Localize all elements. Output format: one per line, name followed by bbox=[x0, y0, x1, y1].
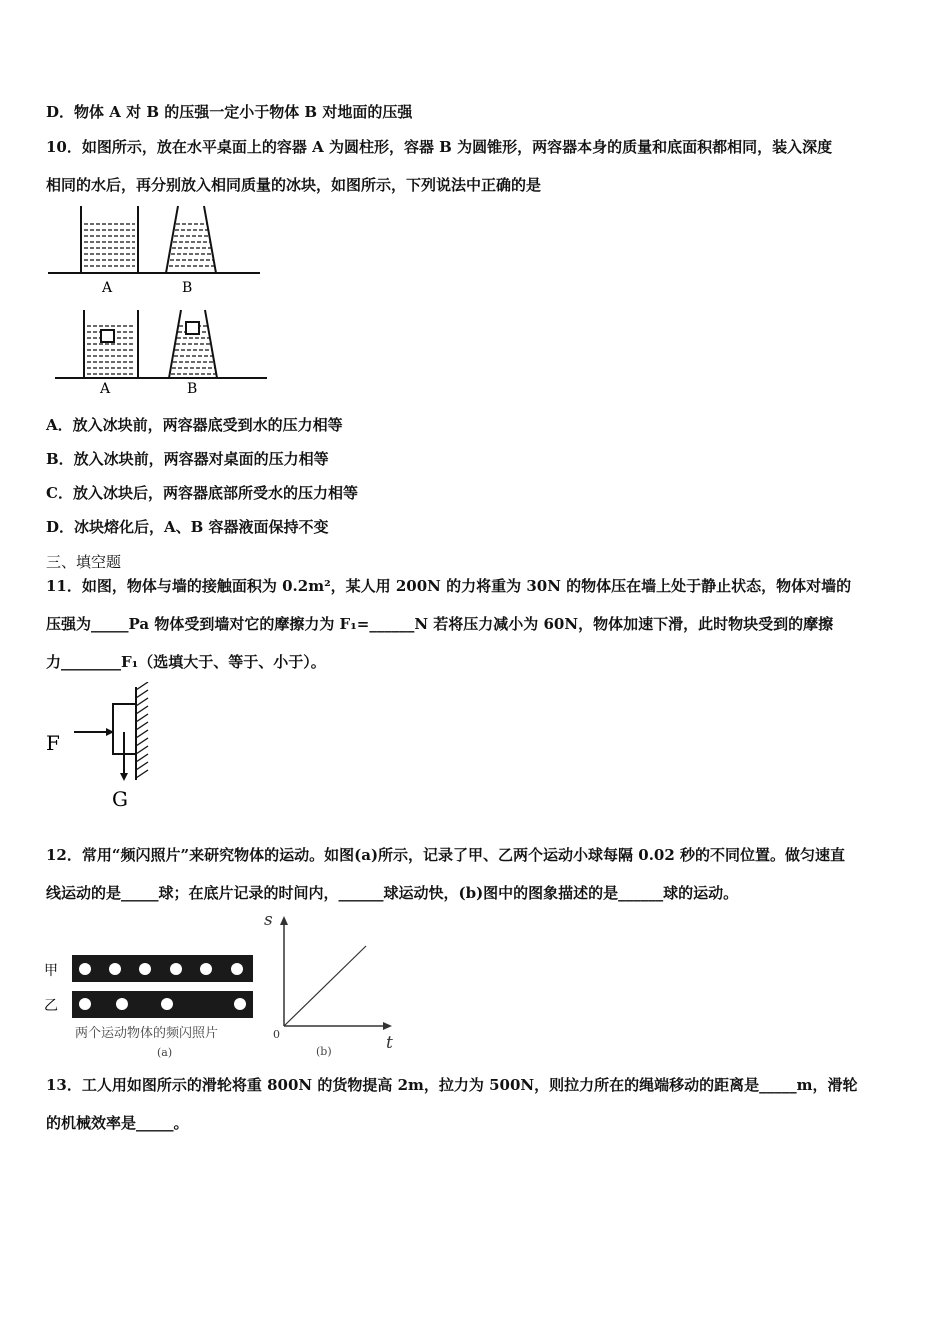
q12-stem-line2: 线运动的是_____球；在底片记录的时间内，______球运动快，(b)图中的图象描述的是______球的运动。 bbox=[46, 884, 739, 902]
q13-stem-line2: 的机械效率是_____。 bbox=[46, 1114, 189, 1132]
t-axis-arrow bbox=[383, 1022, 392, 1030]
q9-option-d: D．物体 A 对 B 的压强一定小于物体 B 对地面的压强 bbox=[46, 103, 413, 121]
axis-s-label: s bbox=[264, 910, 273, 930]
q10-option-a: A．放入冰块前，两容器底受到水的压力相等 bbox=[46, 416, 343, 434]
q12-stem-line1: 12．常用“频闪照片”来研究物体的运动。如图(a)所示，记录了甲、乙两个运动小球每隔 0.02 秒的不同位置。做匀速直 bbox=[46, 846, 846, 864]
q10-figure-after bbox=[55, 306, 270, 398]
axis-t-label: t bbox=[386, 1033, 393, 1053]
q10-option-c: C．放入冰块后，两容器底部所受水的压力相等 bbox=[46, 484, 358, 502]
graph-line bbox=[284, 946, 366, 1026]
section-title-fill-in: 三、填空题 bbox=[46, 553, 122, 571]
q11-stem-line1: 11．如图，物体与墙的接触面积为 0.2m²，某人用 200N 的力将重为 30N 的物体压在墙上处于静止状态，物体对墙的 bbox=[46, 577, 852, 595]
fig-label-b-bottom: B bbox=[187, 381, 198, 397]
fig-b-label: (b) bbox=[316, 1045, 332, 1058]
gravity-label: G bbox=[112, 787, 128, 811]
q10-option-b: B．放入冰块前，两容器对桌面的压力相等 bbox=[46, 450, 329, 468]
fig-label-a-top: A bbox=[102, 280, 113, 296]
fig-label-a-bottom: A bbox=[100, 381, 111, 397]
gravity-arrow-head bbox=[120, 773, 128, 781]
fig-a-label: (a) bbox=[157, 1046, 173, 1059]
q11-stem-line3: 力________F₁（选填大于、等于、小于）。 bbox=[46, 653, 326, 671]
axis-origin-label: 0 bbox=[273, 1028, 280, 1041]
label-jia: 甲 bbox=[44, 963, 58, 979]
ice-cube-a bbox=[101, 330, 114, 342]
figure-caption: 两个运动物体的频闪照片 bbox=[75, 1026, 219, 1041]
fig-label-b-top: B bbox=[182, 280, 193, 296]
q11-stem-line2: 压强为_____Pa 物体受到墙对它的摩擦力为 F₁=______N 若将压力减小为 60N，物体加速下滑，此时物块受到的摩擦 bbox=[46, 615, 834, 633]
q10-option-d: D．冰块熔化后，A、B 容器液面保持不变 bbox=[46, 518, 329, 536]
strip-jia bbox=[72, 955, 253, 982]
s-axis-arrow bbox=[280, 916, 288, 925]
q10-figure-before bbox=[48, 200, 263, 298]
q12-figure bbox=[40, 906, 410, 1064]
label-yi: 乙 bbox=[44, 998, 58, 1014]
ice-cube-b bbox=[186, 322, 199, 334]
q11-figure-wall bbox=[40, 682, 170, 812]
q13-stem-line1: 13．工人用如图所示的滑轮将重 800N 的货物提高 2m，拉力为 500N，则拉力所在的绳端移动的距离是_____m，滑轮 bbox=[46, 1076, 858, 1094]
q10-stem-line1: 10．如图所示，放在水平桌面上的容器 A 为圆柱形，容器 B 为圆锥形，两容器本身的质量和底面积都相同，装入深度 bbox=[46, 138, 833, 156]
q10-stem-line2: 相同的水后，再分别放入相同质量的冰块，如图所示，下列说法中正确的是 bbox=[46, 176, 542, 194]
force-label: F bbox=[46, 731, 60, 755]
